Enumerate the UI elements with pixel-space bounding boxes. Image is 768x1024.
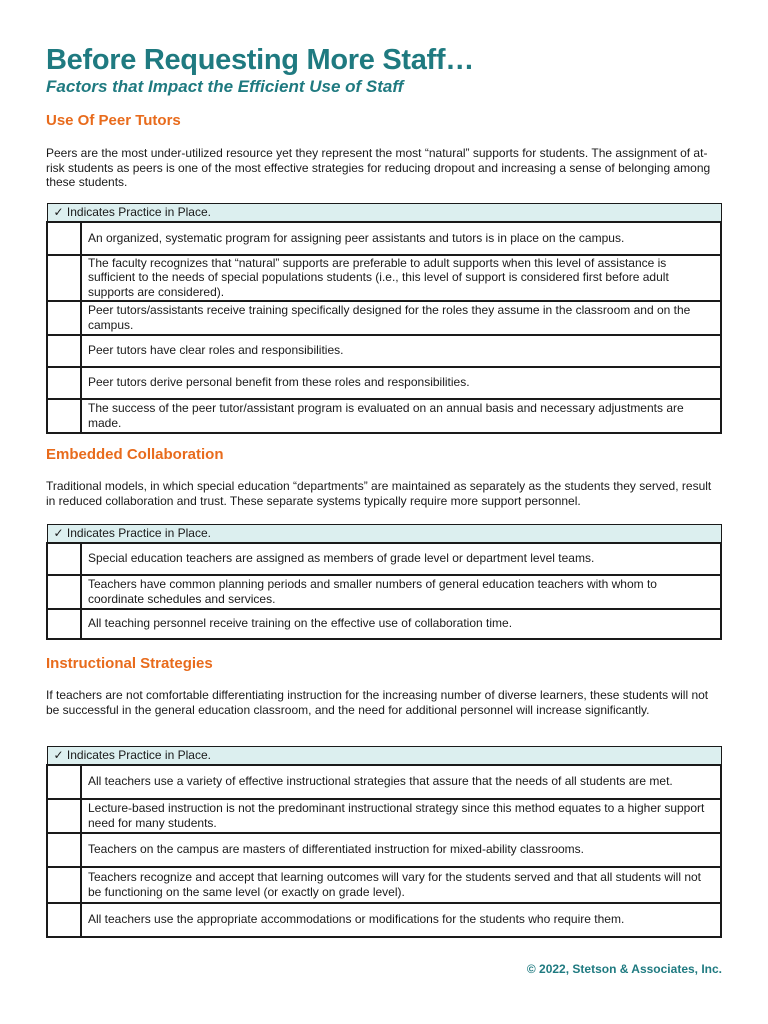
- checklist-row: [47, 903, 721, 937]
- section-heading-embedded-collaboration: Embedded Collaboration: [46, 446, 224, 463]
- checklist-item-text: The success of the peer tutor/assistant program is evaluated on an annual basis and necessary adjustments are made.: [81, 399, 721, 433]
- checklist-item-text: All teaching personnel receive training on the effective use of collaboration time.: [81, 609, 721, 639]
- checklist-item-text: Lecture-based instruction is not the predominant instructional strategy since this method equates to a higher support need for many students.: [81, 799, 721, 833]
- checkbox-cell[interactable]: [47, 222, 81, 255]
- checkbox-cell[interactable]: [47, 399, 81, 433]
- checklist-header-row: [47, 747, 721, 765]
- checklist-item-text: The faculty recognizes that “natural” supports are preferable to adult supports when this level of assistance is sufficient to the needs of special populations students (i.e., this level of support is considered first before adult supports are considered).: [81, 255, 721, 301]
- checklist-row: [47, 799, 721, 833]
- checkbox-cell[interactable]: [47, 543, 81, 575]
- checklist-row: [47, 222, 721, 255]
- checklist-item-text: All teachers use a variety of effective instructional strategies that assure that the needs of all students are met.: [81, 765, 721, 799]
- section-heading-instructional-strategies: Instructional Strategies: [46, 655, 213, 672]
- page-title: Before Requesting More Staff…: [46, 44, 474, 76]
- checklist-item-text: All teachers use the appropriate accommodations or modifications for the students who require them.: [81, 903, 721, 937]
- checklist-row: [47, 399, 721, 433]
- checklist-row: [47, 833, 721, 867]
- checkbox-cell[interactable]: [47, 799, 81, 833]
- checklist-item-text: Special education teachers are assigned as members of grade level or department level teams.: [81, 543, 721, 575]
- copyright-footer: © 2022, Stetson & Associates, Inc.: [526, 962, 722, 976]
- checkbox-cell[interactable]: [47, 903, 81, 937]
- section-intro-embedded-collaboration: Traditional models, in which special education “departments” are maintained as separately as the students they served, result in reduced collaboration and trust. These separate systems typically require more support personnel.: [46, 479, 712, 508]
- checklist-header: ✓ Indicates Practice in Place.: [47, 747, 721, 765]
- checkbox-cell[interactable]: [47, 301, 81, 335]
- checklist-item-text: Teachers on the campus are masters of differentiated instruction for mixed-ability classrooms.: [81, 833, 721, 867]
- checkbox-cell[interactable]: [47, 255, 81, 301]
- checklist-item-text: Peer tutors/assistants receive training specifically designed for the roles they assume in the classroom and on the campus.: [81, 301, 721, 335]
- checklist-item-text: Peer tutors derive personal benefit from these roles and responsibilities.: [81, 367, 721, 399]
- section-intro-instructional-strategies: If teachers are not comfortable differentiating instruction for the increasing number of diverse learners, these students will not be successful in the general education classroom, and the need for additional personnel will increase significantly.: [46, 688, 709, 717]
- checkbox-cell[interactable]: [47, 367, 81, 399]
- checklist-header-row: [47, 204, 721, 222]
- checkbox-cell[interactable]: [47, 575, 81, 609]
- checklist-header-row: [47, 525, 721, 543]
- checklist-item-text: Peer tutors have clear roles and responsibilities.: [81, 335, 721, 367]
- checklist-row: [47, 765, 721, 799]
- checklist-header: ✓ Indicates Practice in Place.: [47, 204, 721, 222]
- checklist-row: [47, 609, 721, 639]
- checkbox-cell[interactable]: [47, 765, 81, 799]
- page-subtitle: Factors that Impact the Efficient Use of Staff: [46, 77, 404, 96]
- section-heading-peer-tutors: Use Of Peer Tutors: [46, 112, 181, 129]
- checklist-peer-tutors: [46, 203, 722, 434]
- checklist-item-text: Teachers recognize and accept that learning outcomes will vary for the students served and that all students will not be functioning on the same level (or exactly on grade level).: [81, 867, 721, 903]
- checklist-row: [47, 575, 721, 609]
- checklist-instructional-strategies: [46, 746, 722, 938]
- checklist-row: [47, 335, 721, 367]
- checkbox-cell[interactable]: [47, 609, 81, 639]
- checkbox-cell[interactable]: [47, 335, 81, 367]
- checklist-row: [47, 867, 721, 903]
- checkbox-cell[interactable]: [47, 833, 81, 867]
- checklist-item-text: An organized, systematic program for assigning peer assistants and tutors is in place on the campus.: [81, 222, 721, 255]
- checklist-row: [47, 255, 721, 301]
- checklist-header: ✓ Indicates Practice in Place.: [47, 525, 721, 543]
- checklist-row: [47, 543, 721, 575]
- checklist-row: [47, 367, 721, 399]
- section-intro-peer-tutors: Peers are the most under-utilized resource yet they represent the most “natural” supports for students. The assignment of at-risk students as peers is one of the most effective strategies for reducing dropout and increasing a sense of belonging among these students.: [46, 146, 711, 189]
- checklist-row: [47, 301, 721, 335]
- checklist-embedded-collaboration: [46, 524, 722, 640]
- checkbox-cell[interactable]: [47, 867, 81, 903]
- checklist-item-text: Teachers have common planning periods and smaller numbers of general education teachers with whom to coordinate schedules and services.: [81, 575, 721, 609]
